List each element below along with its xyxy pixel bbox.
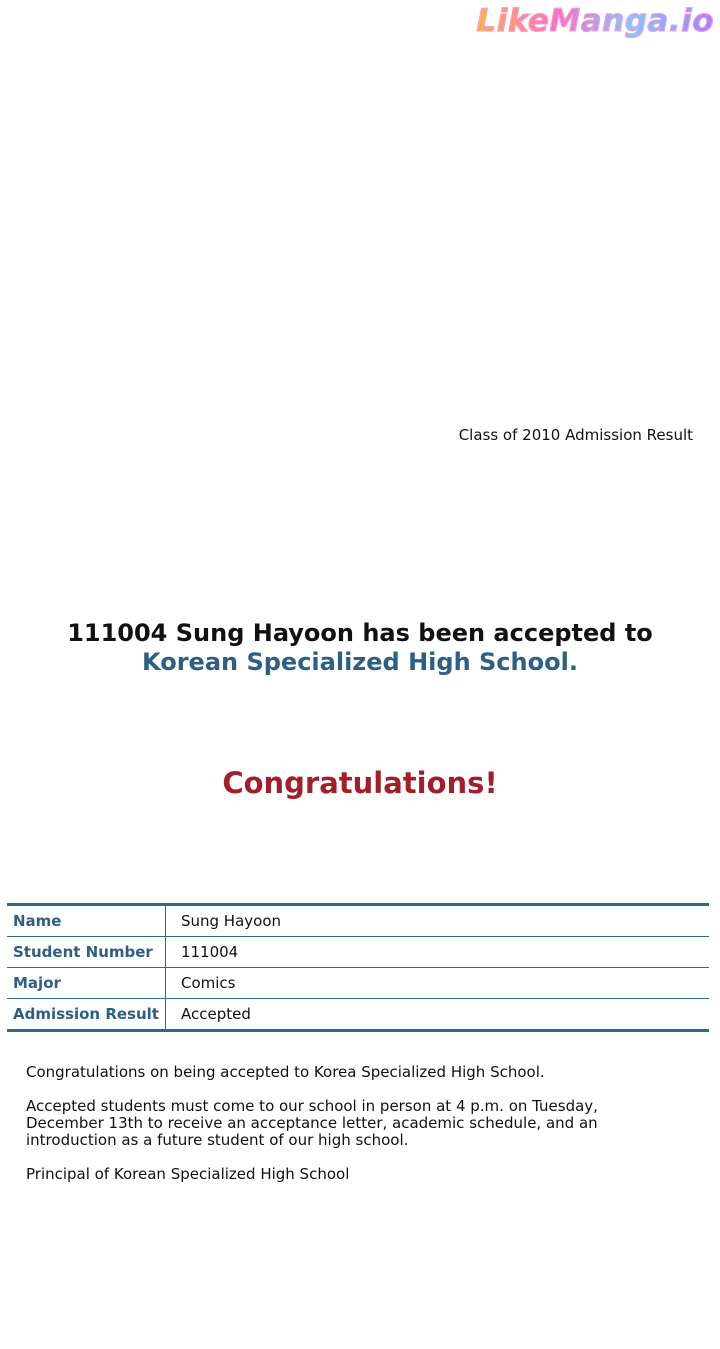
row-label-admission-result: Admission Result: [7, 999, 165, 1031]
table-row: [7, 937, 709, 968]
table-row: [7, 905, 709, 937]
acceptance-statement: [0, 619, 720, 677]
acceptance-line-student: 111004 Sung Hayoon has been accepted to: [67, 619, 653, 647]
row-label-student-number: Student Number: [7, 937, 165, 968]
letter-signature: Principal of Korean Specialized High School: [26, 1165, 350, 1183]
admission-result-table: [7, 903, 709, 1032]
congratulations-heading: Congratulations!: [222, 766, 498, 800]
watermark-logo: LikeManga.io: [476, 0, 714, 42]
admission-class-label: Class of 2010 Admission Result: [458, 426, 693, 444]
acceptance-line-school: Korean Specialized High School.: [142, 648, 578, 676]
row-value-major: Comics: [165, 968, 709, 999]
letter-paragraph: Congratulations on being accepted to Korea Specialized High School.: [26, 1063, 545, 1081]
row-value-admission-result: Accepted: [180, 1005, 251, 1023]
row-label-major: Major: [7, 968, 165, 999]
letter-paragraph: Accepted students must come to our school in person at 4 p.m. on Tuesday, December 13th to receive an acceptance letter, academic schedule, and an introduction as a future student of our high school.: [26, 1097, 598, 1149]
table-row: [7, 999, 709, 1031]
acceptance-letter: [26, 1064, 666, 1200]
row-value-name: Sung Hayoon: [165, 905, 709, 937]
table-row: [7, 968, 709, 999]
row-value-student-number: 111004: [165, 937, 709, 968]
row-label-name: Name: [7, 905, 165, 937]
